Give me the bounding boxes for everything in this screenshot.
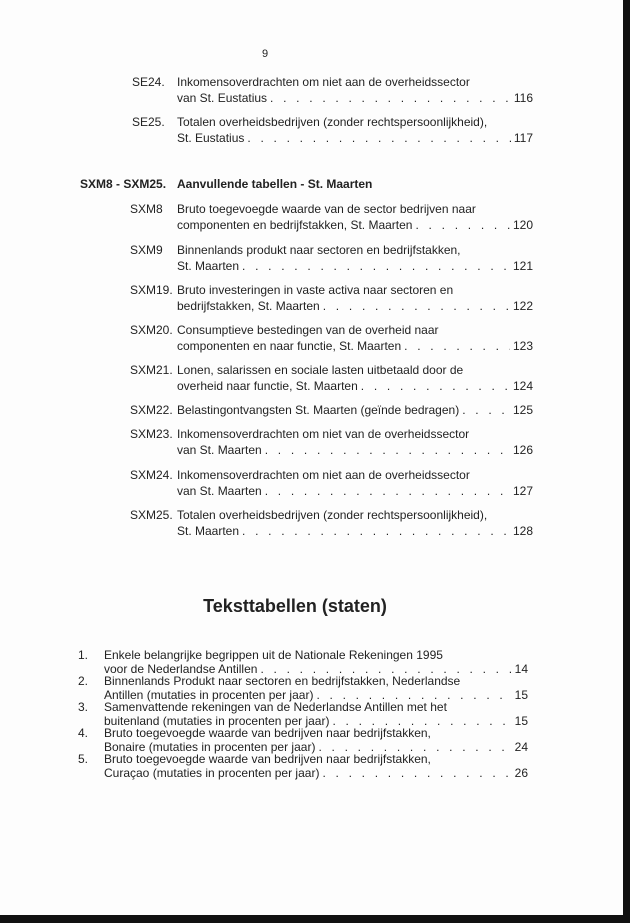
entry-title-line2: componenten en naar functie, St. Maarten (177, 339, 402, 353)
entry-title-line1: Bruto toegevoegde waarde van bedrijven naar bedrijfstakken, (104, 752, 431, 766)
entry-code: SXM20. (130, 323, 173, 337)
entry-page: 123 (512, 339, 533, 353)
entry-title-line2: St. Maarten (177, 524, 240, 538)
entry-page: 125 (512, 403, 533, 417)
entry-title-line1: Lonen, salarissen en sociale lasten uitbetaald door de (177, 363, 464, 377)
entry-code: SE24. (132, 75, 165, 89)
entry-title-line2: van St. Maarten (177, 484, 262, 498)
entry-code: SXM23. (130, 427, 173, 441)
entry-page: 126 (512, 443, 533, 457)
entry-title-line1: Samenvattende rekeningen van de Nederlandse Antillen met het (104, 700, 447, 714)
group-code: SXM8 - SXM25. (80, 177, 167, 191)
entry-title-line2: St. Maarten (177, 259, 240, 273)
entry-page: 15 (514, 713, 528, 728)
entry-title-line2: bedrijfstakken, St. Maarten (177, 299, 320, 313)
dot-leader (404, 338, 510, 354)
dot-leader (242, 258, 510, 274)
section-heading: Teksttabellen (staten) (203, 596, 387, 616)
entry-title-line1: Bruto toegevoegde waarde van de sector bedrijven naar (177, 202, 476, 216)
entry-page: 128 (512, 524, 533, 538)
entry-code: 5. (78, 752, 89, 766)
dot-leader (247, 130, 510, 146)
dot-leader (462, 402, 510, 418)
entry-page: 122 (512, 299, 533, 313)
entry-title-line2: Bonaire (mutaties in procenten per jaar) (104, 739, 316, 754)
entry-code: 2. (78, 674, 89, 688)
entry-title-line1: Binnenlands produkt naar sectoren en bedrijfstakken, (177, 243, 461, 257)
entry-page: 26 (514, 765, 528, 780)
entry-title-line1: Inkomensoverdrachten om niet aan de overheidssector (177, 75, 470, 89)
entry-code: SXM8 (130, 202, 163, 216)
entry-page: 116 (513, 91, 533, 105)
dot-leader (265, 483, 510, 499)
entry-title-line2: van St. Eustatius (177, 91, 268, 105)
entry-code: SE25. (132, 115, 165, 129)
entry-title-line2: Antillen (mutaties in procenten per jaar) (104, 687, 314, 702)
entry-code: SXM21. (130, 363, 173, 377)
entry-code: 4. (78, 726, 89, 740)
dot-leader (415, 217, 509, 233)
dot-leader (322, 767, 511, 781)
entry-title-line2: voor de Nederlandse Antillen (104, 661, 258, 676)
entry-title-line1: Bruto toegevoegde waarde van bedrijven naar bedrijfstakken, (104, 726, 431, 740)
entry-title-line2: buitenland (mutaties in procenten per jaar) (104, 713, 330, 728)
entry-page: 124 (512, 379, 533, 393)
entry-title-line2: componenten en bedrijfstakken, St. Maarten (177, 218, 413, 232)
entry-title-line1: Inkomensoverdrachten om niet aan de overheidssector (177, 468, 470, 482)
entry-title-line1: Inkomensoverdrachten om niet van de overheidssector (177, 427, 470, 441)
entry-title-line1: Totalen overheidsbedrijven (zonder rechtspersoonlijkheid), (177, 115, 488, 129)
entry-title-line2: Belastingontvangsten St. Maarten (geïnde bedragen) (177, 403, 460, 417)
entry-code: SXM9 (130, 243, 163, 257)
entry-title-line1: Enkele belangrijke begrippen uit de Nationale Rekeningen 1995 (104, 648, 443, 662)
dot-leader (270, 90, 511, 106)
page-number: 9 (261, 48, 269, 60)
dot-leader (361, 378, 510, 394)
entry-page: 15 (514, 687, 528, 702)
entry-title-line1: Bruto investeringen in vaste activa naar sectoren en (177, 283, 454, 297)
entry-code: 3. (78, 700, 89, 714)
group-heading (80, 176, 480, 192)
group-title: Aanvullende tabellen - St. Maarten (177, 177, 373, 191)
entry-page: 127 (512, 484, 533, 498)
dot-leader (323, 298, 510, 314)
entry-title-line2: overheid naar functie, St. Maarten (177, 379, 358, 393)
entry-page: 121 (512, 259, 533, 273)
entry-title-line2: van St. Maarten (177, 443, 262, 457)
entry-title-line1: Totalen overheidsbedrijven (zonder rechtspersoonlijkheid), (177, 508, 488, 522)
entry-title-line1: Binnenlands Produkt naar sectoren en bedrijfstakken, Nederlandse (104, 674, 461, 688)
entry-page: 117 (513, 131, 533, 145)
entry-code: SXM19. (130, 283, 173, 297)
entry-title-line2: St. Eustatius (177, 131, 245, 145)
entry-code: SXM25. (130, 508, 173, 522)
entry-page: 14 (514, 661, 528, 676)
entry-title-line1: Consumptieve bestedingen van de overheid naar (177, 323, 439, 337)
dot-leader (265, 442, 510, 458)
entry-page: 24 (514, 739, 528, 754)
entry-page: 120 (512, 218, 533, 232)
entry-title-line2: Curaçao (mutaties in procenten per jaar) (104, 765, 320, 780)
entry-code: 1. (78, 648, 89, 662)
dot-leader (242, 523, 510, 539)
entry-code: SXM24. (130, 468, 173, 482)
entry-code: SXM22. (130, 403, 173, 417)
